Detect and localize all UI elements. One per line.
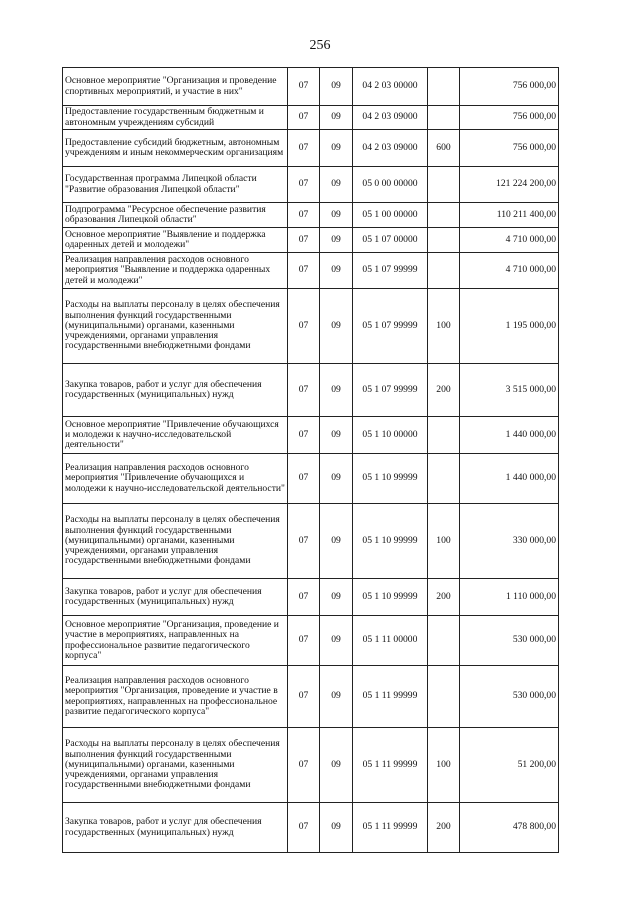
budget-table xyxy=(62,67,559,853)
expense-type-code: 100 xyxy=(428,289,460,364)
amount: 330 000,00 xyxy=(460,504,559,579)
row-name: Реализация направления расходов основного мероприятия "Выявление и поддержка одаренных детей и молодежи" xyxy=(63,253,288,289)
target-article-code: 04 2 03 09000 xyxy=(353,106,428,130)
target-article-code: 04 2 03 09000 xyxy=(353,130,428,167)
expense-type-code xyxy=(428,68,460,106)
amount: 1 195 000,00 xyxy=(460,289,559,364)
table-row xyxy=(63,364,559,417)
table-row xyxy=(63,228,559,253)
amount: 756 000,00 xyxy=(460,68,559,106)
row-name: Предоставление государственным бюджетным и автономным учреждениям субсидий xyxy=(63,106,288,130)
subsection-code: 09 xyxy=(320,728,353,803)
table-row xyxy=(63,504,559,579)
row-name: Расходы на выплаты персоналу в целях обеспечения выполнения функций государственными (муниципальными) органами, казенными учреждениями, органами управления государственными внебюджетными фондами xyxy=(63,289,288,364)
section-code: 07 xyxy=(288,289,320,364)
row-name: Подпрограмма "Ресурсное обеспечение развития образования Липецкой области" xyxy=(63,203,288,228)
expense-type-code xyxy=(428,106,460,130)
target-article-code: 05 0 00 00000 xyxy=(353,167,428,203)
section-code: 07 xyxy=(288,803,320,853)
page-number: 256 xyxy=(309,38,331,53)
subsection-code: 09 xyxy=(320,666,353,728)
table-row xyxy=(63,167,559,203)
section-code: 07 xyxy=(288,68,320,106)
subsection-code: 09 xyxy=(320,68,353,106)
section-code: 07 xyxy=(288,454,320,504)
subsection-code: 09 xyxy=(320,454,353,504)
expense-type-code xyxy=(428,228,460,253)
amount: 4 710 000,00 xyxy=(460,253,559,289)
expense-type-code xyxy=(428,616,460,666)
row-name: Основное мероприятие "Организация и проведение спортивных мероприятий, и участие в них" xyxy=(63,68,288,106)
amount: 1 440 000,00 xyxy=(460,454,559,504)
subsection-code: 09 xyxy=(320,579,353,616)
amount: 756 000,00 xyxy=(460,106,559,130)
expense-type-code: 200 xyxy=(428,364,460,417)
row-name: Закупка товаров, работ и услуг для обеспечения государственных (муниципальных) нужд xyxy=(63,579,288,616)
row-name: Основное мероприятие "Выявление и поддержка одаренных детей и молодежи" xyxy=(63,228,288,253)
amount: 121 224 200,00 xyxy=(460,167,559,203)
subsection-code: 09 xyxy=(320,364,353,417)
row-name: Расходы на выплаты персоналу в целях обеспечения выполнения функций государственными (муниципальными) органами, казенными учреждениями, органами управления государственными внебюджетными фондами xyxy=(63,504,288,579)
expense-type-code xyxy=(428,666,460,728)
amount: 756 000,00 xyxy=(460,130,559,167)
table-row xyxy=(63,106,559,130)
expense-type-code xyxy=(428,167,460,203)
section-code: 07 xyxy=(288,203,320,228)
table-row xyxy=(63,803,559,853)
target-article-code: 05 1 07 00000 xyxy=(353,228,428,253)
row-name: Государственная программа Липецкой области "Развитие образования Липецкой области" xyxy=(63,167,288,203)
budget-table-body xyxy=(63,68,559,853)
target-article-code: 05 1 11 99999 xyxy=(353,728,428,803)
row-name: Закупка товаров, работ и услуг для обеспечения государственных (муниципальных) нужд xyxy=(63,364,288,417)
expense-type-code: 200 xyxy=(428,579,460,616)
target-article-code: 04 2 03 00000 xyxy=(353,68,428,106)
expense-type-code: 200 xyxy=(428,803,460,853)
subsection-code: 09 xyxy=(320,106,353,130)
subsection-code: 09 xyxy=(320,616,353,666)
table-row xyxy=(63,579,559,616)
amount: 4 710 000,00 xyxy=(460,228,559,253)
row-name: Реализация направления расходов основного мероприятия "Привлечение обучающихся и молодежи к научно-исследовательской деятельности" xyxy=(63,454,288,504)
table-row xyxy=(63,289,559,364)
subsection-code: 09 xyxy=(320,130,353,167)
table-row xyxy=(63,666,559,728)
target-article-code: 05 1 11 99999 xyxy=(353,803,428,853)
table-row xyxy=(63,417,559,454)
target-article-code: 05 1 07 99999 xyxy=(353,289,428,364)
table-row xyxy=(63,68,559,106)
section-code: 07 xyxy=(288,417,320,454)
target-article-code: 05 1 00 00000 xyxy=(353,203,428,228)
subsection-code: 09 xyxy=(320,803,353,853)
subsection-code: 09 xyxy=(320,203,353,228)
subsection-code: 09 xyxy=(320,228,353,253)
row-name: Основное мероприятие "Привлечение обучающихся и молодежи к научно-исследовательской деятельности" xyxy=(63,417,288,454)
subsection-code: 09 xyxy=(320,167,353,203)
subsection-code: 09 xyxy=(320,417,353,454)
expense-type-code: 100 xyxy=(428,728,460,803)
target-article-code: 05 1 07 99999 xyxy=(353,253,428,289)
target-article-code: 05 1 10 99999 xyxy=(353,579,428,616)
amount: 110 211 400,00 xyxy=(460,203,559,228)
target-article-code: 05 1 11 99999 xyxy=(353,666,428,728)
table-row xyxy=(63,253,559,289)
amount: 3 515 000,00 xyxy=(460,364,559,417)
section-code: 07 xyxy=(288,167,320,203)
table-row xyxy=(63,616,559,666)
row-name: Закупка товаров, работ и услуг для обеспечения государственных (муниципальных) нужд xyxy=(63,803,288,853)
expense-type-code xyxy=(428,454,460,504)
section-code: 07 xyxy=(288,106,320,130)
section-code: 07 xyxy=(288,228,320,253)
target-article-code: 05 1 07 99999 xyxy=(353,364,428,417)
table-row xyxy=(63,130,559,167)
row-name: Реализация направления расходов основного мероприятия "Организация, проведение и участие в мероприятиях, направленных на профессиональное развитие педагогического корпуса" xyxy=(63,666,288,728)
target-article-code: 05 1 10 00000 xyxy=(353,417,428,454)
table-row xyxy=(63,454,559,504)
expense-type-code xyxy=(428,203,460,228)
row-name: Основное мероприятие "Организация, проведение и участие в мероприятиях, направленных на профессиональное развитие педагогического корпуса" xyxy=(63,616,288,666)
amount: 51 200,00 xyxy=(460,728,559,803)
section-code: 07 xyxy=(288,364,320,417)
target-article-code: 05 1 10 99999 xyxy=(353,504,428,579)
row-name: Расходы на выплаты персоналу в целях обеспечения выполнения функций государственными (муниципальными) органами, казенными учреждениями, органами управления государственными внебюджетными фондами xyxy=(63,728,288,803)
table-row xyxy=(63,728,559,803)
amount: 530 000,00 xyxy=(460,616,559,666)
expense-type-code: 100 xyxy=(428,504,460,579)
subsection-code: 09 xyxy=(320,504,353,579)
expense-type-code: 600 xyxy=(428,130,460,167)
section-code: 07 xyxy=(288,728,320,803)
section-code: 07 xyxy=(288,130,320,167)
section-code: 07 xyxy=(288,579,320,616)
amount: 530 000,00 xyxy=(460,666,559,728)
section-code: 07 xyxy=(288,504,320,579)
table-row xyxy=(63,203,559,228)
section-code: 07 xyxy=(288,616,320,666)
amount: 1 440 000,00 xyxy=(460,417,559,454)
section-code: 07 xyxy=(288,666,320,728)
amount: 478 800,00 xyxy=(460,803,559,853)
subsection-code: 09 xyxy=(320,253,353,289)
expense-type-code xyxy=(428,253,460,289)
subsection-code: 09 xyxy=(320,289,353,364)
row-name: Предоставление субсидий бюджетным, автономным учреждениям и иным некоммерческим организациям xyxy=(63,130,288,167)
target-article-code: 05 1 11 00000 xyxy=(353,616,428,666)
amount: 1 110 000,00 xyxy=(460,579,559,616)
expense-type-code xyxy=(428,417,460,454)
section-code: 07 xyxy=(288,253,320,289)
target-article-code: 05 1 10 99999 xyxy=(353,454,428,504)
